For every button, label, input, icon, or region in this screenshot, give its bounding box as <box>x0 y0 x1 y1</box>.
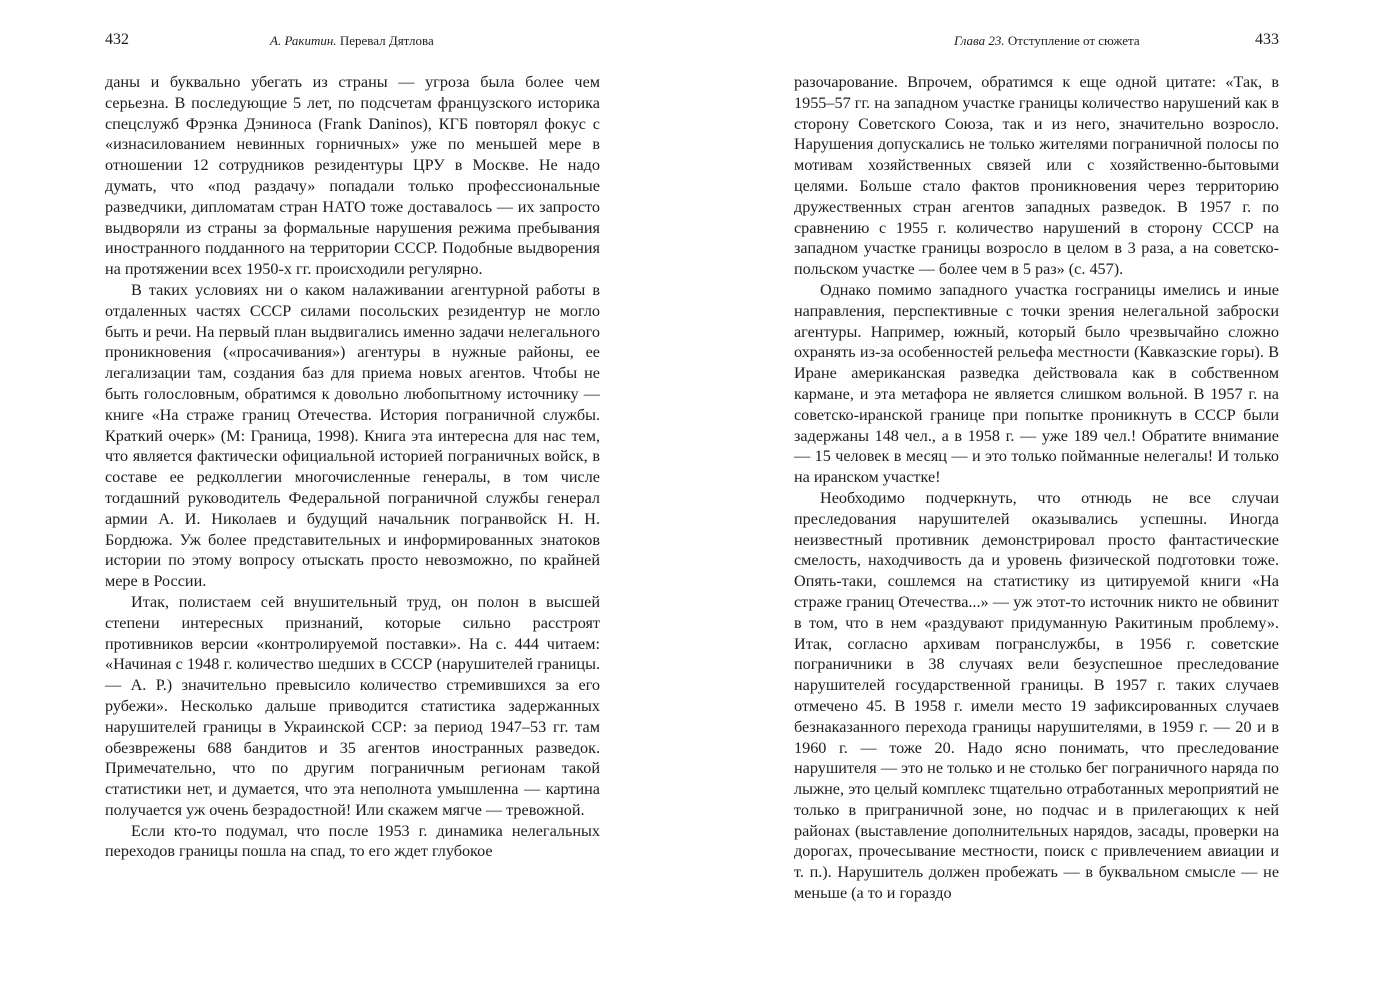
page-number-left: 432 <box>105 31 129 48</box>
paragraph: даны и буквально убегать из страны — угроза была более чем серьезна. В последующие 5 лет, по подсчетам французского историка спецслужб Фрэнка Дэниноса (Frank Daninos), КГБ повторял фокус с «изнасилованием невинных горничных» уже по меньшей мере в отношении 12 сотрудников резидентуры ЦРУ в Москве. Не надо думать, что «под раздачу» попадали только профессиональные разведчики, дипломатам стран НАТО тоже доставалось — их запросто выдворяли из страны за формальные нарушения режима пребывания иностранного подданного на территории СССР. Подобные выдворения на протяжении всех 1950-х гг. происходили регулярно. <box>105 73 600 279</box>
left-page-header <box>105 30 600 52</box>
paragraph: В таких условиях ни о каком налаживании агентурной работы в отдаленных частях СССР силами посольских резидентур не могло быть и речи. На первый план выдвигались именно задачи нелегального проникновения («просачивания») агентуры в нужные районы, ее легализации там, создания баз для приема новых агентов. Чтобы не быть голословным, обратимся к довольно любопытному источнику — книге «На страже границ Отечества. История пограничной службы. Краткий очерк» (М: Граница, 1998). Книга эта интересна для нас тем, что является фактически официальной историей пограничных войск, в составе ее редколлегии многочисленные генералы, в том числе тогдашний руководитель Федеральной пограничной службы генерал армии А. И. Николаев и будущий начальник погранвойск Н. Н. Бордюжа. Уж более представительных и информированных знатоков истории по этому вопросу отыскать просто невозможно, по крайней мере в России. <box>105 280 600 591</box>
right-page-header <box>794 30 1279 52</box>
paragraph: Итак, полистаем сей внушительный труд, он полон в высшей степени интересных признаний, которые сильно расстроят противников версии «контролируемой поставки». На с. 444 читаем: «Начиная с 1948 г. количество шедших в СССР (нарушителей границы. — А. Р.) значительно превысило количество стремившихся за его рубежи». Несколько дальше приводится статистика задержанных нарушителей границы в Украинской ССР: за период 1947–53 гг. там обезврежены 688 бандитов и 35 агентов иностранных разведок. Примечательно, что по другим пограничным регионам такой статистики нет, и думается, что эта неполнота умышленна — картина получается уж очень безрадостной! Или скажем мягче — тревожной. <box>105 592 600 819</box>
paragraph: Если кто-то подумал, что после 1953 г. динамика нелегальных переходов границы пошла на спад, то его ждет глубокое <box>105 821 600 861</box>
page-number-right: 433 <box>1255 31 1279 48</box>
right-page <box>686 0 1373 1000</box>
running-head-chapter: Глава 23. <box>954 33 1005 48</box>
paragraph: разочарование. Впрочем, обратимся к еще одной цитате: «Так, в 1955–57 гг. на западном участке границы количество нарушений как в сторону Советского Союза, так и из него, значительно возросло. Нарушения допускались не только жителями пограничной полосы по мотивам хозяйственных связей или с хозяйственно-бытовыми целями. Больше стало фактов проникновения через территорию дружественных стран агентов западных разведок. В 1957 г. по сравнению с 1955 г. количество нарушений в сторону СССР на западном участке границы возросло в целом в 3 раза, а на советско-польском участке — более чем в 5 раз» (с. 457). <box>794 73 1279 279</box>
left-page-body <box>105 72 600 862</box>
paragraph: Однако помимо западного участка госграницы имелись и иные направления, перспективные с точки зрения нелегальной заброски агентуры. Например, южный, который было чрезвычайно сложно охранять из-за особенностей рельефа местности (Кавказские горы). В Иране американская разведка действовала как в собственном кармане, и эта метафора не является слишком вольной. В 1957 г. на советско-иранской границе при попытке проникнуть в СССР были задержаны 148 чел., а в 1958 г. — уже 189 чел.! Обратите внимание — 15 человек в месяц — и это только пойманные нелегалы! И только на иранском участке! <box>794 280 1279 487</box>
paragraph: Необходимо подчеркнуть, что отнюдь не все случаи преследования нарушителей оказывались успешны. Иногда неизвестный противник демонстрировал просто фантастические смелость, находчивость да и уровень физической подготовки тоже. Опять-таки, сошлемся на статистику из цитируемой книги «На страже границ Отечества...» — уж этот-то источник никто не обвинит в том, что в нем «раздувают придуманную Ракитиным проблему». Итак, согласно архивам погранслужбы, в 1956 г. советские пограничники в 38 случаях вели безуспешное преследование нарушителей государственной границы. В 1957 г. таких случаев отмечено 45. В 1958 г. имели место 19 зафиксированных случаев безнаказанного перехода границы нарушителями, в 1959 г. — 20 и в 1960 г. — тоже 20. Надо ясно понимать, что преследование нарушителя — это не только и не столько бег пограничного наряда по лыжне, это целый комплекс тщательно отработанных мероприятий не только в приграничной зоне, но подчас и в прилегающих к ней районах (выставление дополнительных нарядов, засады, проверки на дорогах, прочесывание местности, поиск с привлечением авиации и т. п.). Нарушитель должен пробежать — в буквальном смысле — не меньше (а то и гораздо <box>794 488 1279 903</box>
running-head-chapter-title: Отступление от сюжета <box>1007 33 1140 48</box>
running-head-left <box>270 31 434 51</box>
running-head-author: А. Ракитин. <box>270 33 337 48</box>
left-page <box>0 0 686 1000</box>
running-head-right <box>954 31 1140 51</box>
right-page-body <box>794 72 1279 904</box>
running-head-book-title: Перевал Дятлова <box>339 33 434 48</box>
